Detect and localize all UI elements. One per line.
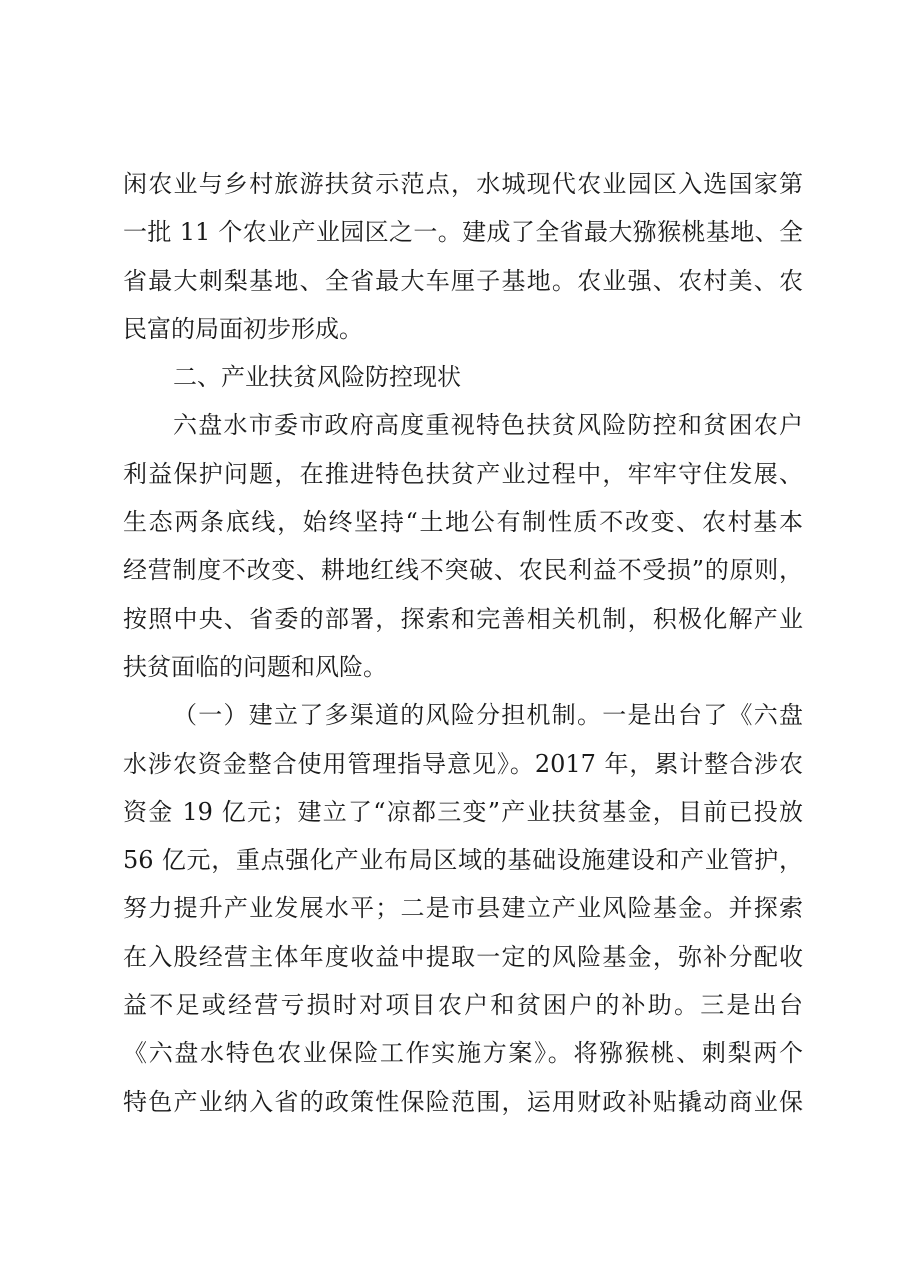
subsection-lead-line: （一）建立了多渠道的风险分担机制。一是出台了《六盘	[173, 701, 803, 730]
body-text	[123, 160, 803, 1126]
paragraph-line: 56 亿元，重点强化产业布局区域的基础设施建设和产业管护，	[123, 846, 803, 875]
paragraph-line: 闲农业与乡村旅游扶贫示范点，水城现代农业园区入选国家第	[123, 170, 803, 198]
paragraph-line: 省最大刺梨基地、全省最大车厘子基地。农业强、农村美、农	[123, 266, 803, 295]
paragraph-line: 扶贫面临的问题和风险。	[123, 652, 387, 681]
paragraph-line: 一批 11 个农业产业园区之一。建成了全省最大猕猴桃基地、全	[123, 218, 803, 247]
paragraph-line: 益不足或经营亏损时对项目农户和贫困户的补助。三是出台	[123, 991, 803, 1020]
paragraph-line: 特色产业纳入省的政策性保险范围，运用财政补贴撬动商业保	[123, 1087, 803, 1116]
paragraph-line: 经营制度不改变、耕地红线不突破、农民利益不受损”的原则，	[123, 556, 803, 585]
paragraph-line: 六盘水市委市政府高度重视特色扶贫风险防控和贫困农户	[173, 411, 803, 440]
section-heading: 二、产业扶贫风险防控现状	[173, 363, 461, 392]
paragraph-line: 生态两条底线，始终坚持“土地公有制性质不改变、农村基本	[123, 508, 803, 537]
paragraph-line: 民富的局面初步形成。	[123, 314, 363, 343]
paragraph-line: 利益保护问题，在推进特色扶贫产业过程中，牢牢守住发展、	[123, 459, 803, 488]
paragraph-line: 按照中央、省委的部署，探索和完善相关机制，积极化解产业	[123, 604, 803, 633]
paragraph-line: 努力提升产业发展水平；二是市县建立产业风险基金。并探索	[123, 894, 803, 923]
paragraph-line: 《六盘水特色农业保险工作实施方案》。将猕猴桃、刺梨两个	[123, 1039, 803, 1068]
paragraph-line: 水涉农资金整合使用管理指导意见》。2017 年，累计整合涉农	[123, 749, 803, 778]
paragraph-line: 资金 19 亿元；建立了“凉都三变”产业扶贫基金，目前已投放	[123, 797, 803, 826]
paragraph-line: 在入股经营主体年度收益中提取一定的风险基金，弥补分配收	[123, 942, 803, 971]
